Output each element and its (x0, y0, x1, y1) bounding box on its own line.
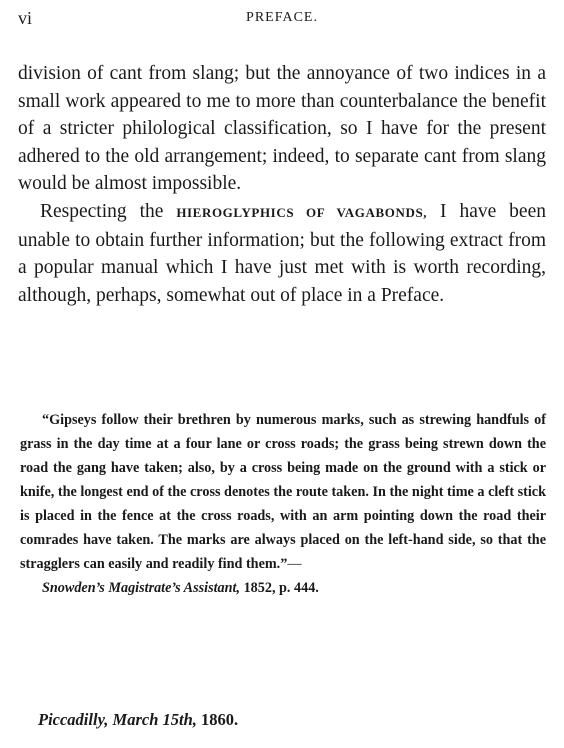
citation-source: Snowden’s Magistrate’s Assistant, (42, 580, 241, 596)
paragraph-hieroglyphics-rest: I have been unable to obtain further information; but the following extract from a popular manual which I have just met with is worth recording, although, perhaps, somewhat out of place in a Preface. (18, 200, 546, 306)
paragraph-hieroglyphics-start: Respecting the (40, 200, 177, 222)
quote-text (20, 408, 546, 576)
quote-citation (20, 576, 546, 600)
paragraph-cant-slang: division of cant from slang; but the annoyance of two indices in a small work appeared to me to more than counterbalance the benefit of a stricter philological classification, so I have for the present adhered to the old arrangement; indeed, to separate cant from slang would be almost impossible. (18, 63, 546, 195)
page-number: vi (18, 8, 33, 28)
preface-signature (38, 710, 238, 730)
signature-date: March 15th, (112, 710, 197, 729)
running-title: PREFACE. (246, 10, 318, 25)
signature-place: Piccadilly, (38, 710, 109, 729)
citation-details: 1852, p. 444. (240, 580, 319, 596)
quote-dash: — (287, 556, 302, 572)
hieroglyphics-smallcaps: HIEROGLYPHICS OF VAGABONDS, (176, 204, 428, 220)
signature-year: 1860. (196, 710, 239, 729)
quote-body: “Gipseys follow their brethren by numerous marks, such as strewing handfuls of grass in the day time at a four lane or cross roads; the grass being strewn down the road the gang have taken; also, by a cross being made on the ground with a stick or knife, the longest end of the cross denotes the route taken. In the night time a cleft stick is placed in the fence at the cross roads, with an arm pointing down the road their comrades have taken. The marks are always placed on the left-hand side, so that the stragglers can easily and readily find them.” (20, 412, 546, 572)
paragraph-hieroglyphics (18, 198, 546, 309)
preface-body (18, 60, 546, 309)
page-header (18, 8, 546, 38)
block-quote (20, 408, 546, 600)
